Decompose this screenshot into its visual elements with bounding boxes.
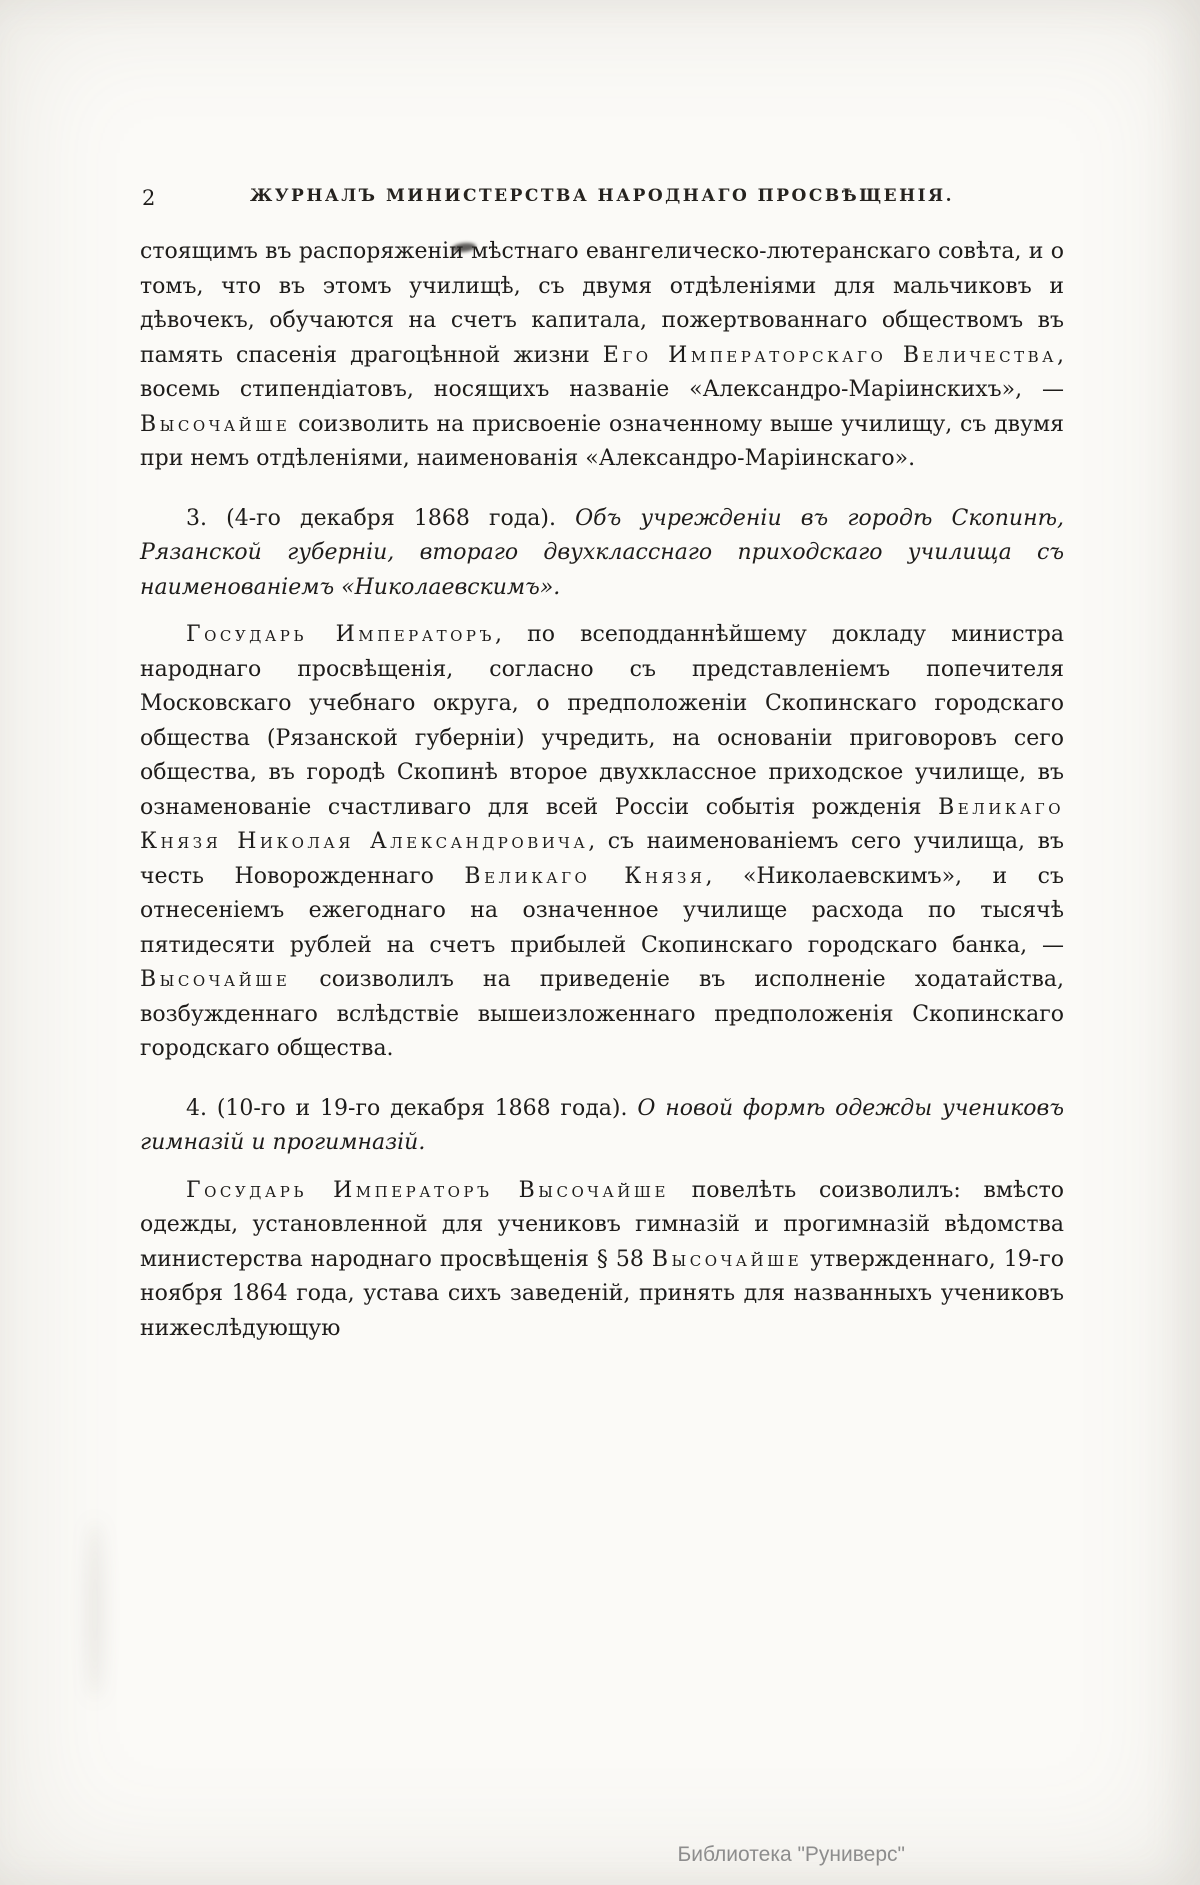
text-segment-italic: Объ учрежденіи въ городѣ Скопинѣ, Рязанской губерніи, втораго двухкласснаго приходскаго училища съ наименованіемъ «Николаевскимъ».: [140, 505, 1064, 600]
text-segment-normal: , «Николаевскимъ», и съ отнесеніемъ ежегоднаго на означенное училище расхода по тысячѣ пятидесяти рублей на счетъ прибылей Скопинскаго городскаго банка, —: [140, 863, 1064, 958]
text-segment-italic: О новой формѣ одежды учениковъ гимназій и прогимназій.: [140, 1095, 1065, 1155]
paragraph-section-3: [140, 618, 1064, 1067]
text-segment-normal: утвержденнаго, 19-го ноября 1864 года, устава сихъ заведеній, принять для названныхъ учениковъ нижеслѣдующую: [140, 1246, 1064, 1341]
text-column: [140, 186, 1064, 1346]
page-body: [140, 235, 1064, 1346]
text-segment-smallcaps: Государь Императоръ Высочайше: [186, 1177, 669, 1203]
text-segment-smallcaps: Высочайше: [651, 1246, 803, 1272]
library-watermark: Библиотека "Руниверс": [677, 1843, 905, 1866]
text-segment-normal: 4. (10-го и 19-го декабря 1868 года).: [186, 1095, 638, 1121]
section-heading-4: [140, 1092, 1064, 1161]
text-segment-normal: , съ наименованіемъ сего училища, въ честь Новорожденнаго: [140, 829, 1064, 889]
text-segment-smallcaps: Великаго Князя: [464, 863, 706, 889]
text-segment-smallcaps: Его Императорскаго Величества: [602, 342, 1057, 368]
paragraph-section-4: [140, 1174, 1064, 1347]
text-segment-normal: стоящимъ въ распоряженіи мѣстнаго евангелическо-лютеранскаго совѣта, и о томъ, что въ этомъ училищѣ, съ двумя отдѣленіями для мальчиковъ и дѣвочекъ, обучаются на счетъ капитала, пожертвованнаго обществомъ въ память спасенія драгоцѣнной жизни: [140, 239, 1064, 368]
page-header: [140, 186, 1064, 210]
text-segment-normal: , восемь стипендіатовъ, носящихъ названіе «Александро-Маріинскихъ», —: [140, 342, 1064, 402]
text-segment-normal: , по всеподданнѣйшему докладу министра народнаго просвѣщенія, согласно съ представленіемъ попечителя Московскаго учебнаго округа, о предположеніи Скопинскаго городскаго общества (Рязанской губерніи) учредить, на основаніи приговоровъ сего общества, въ городѣ Скопинѣ второе двухклассное приходское училище, въ ознаменованіе счастливаго для всей Россіи событія рожденія: [140, 622, 1064, 820]
page-number: 2: [142, 186, 156, 210]
text-segment-smallcaps: Великаго Князя Николая Александровича: [140, 794, 1064, 854]
text-segment-normal: соизволилъ на приведеніе въ исполненіе ходатайства, возбужденнаго вслѣдствіе вышеизложеннаго предположенія Скопинскаго городскаго общества.: [140, 967, 1064, 1061]
text-segment-normal: соизволить на присвоеніе означенному выше училищу, съ двумя при немъ отдѣленіями, наименованія «Александро-Маріинскаго».: [140, 411, 1064, 471]
text-segment-normal: повелѣть соизволилъ: вмѣсто одежды, установленной для учениковъ гимназій и прогимназій вѣдомства министерства народнаго просвѣщенія § 58: [140, 1177, 1064, 1272]
scan-edge-shadow: [88, 1520, 102, 1700]
text-segment-smallcaps: Высочайше: [140, 967, 291, 992]
journal-running-title: ЖУРНАЛЪ МИНИСТЕРСТВА НАРОДНАГО ПРОСВѢЩЕНІЯ.: [249, 186, 955, 206]
text-segment-smallcaps: Государь Императоръ: [186, 622, 495, 647]
text-segment-smallcaps: Высочайше: [140, 411, 291, 437]
text-segment-normal: 3. (4-го декабря 1868 года).: [186, 505, 576, 531]
section-heading-3: [140, 502, 1064, 606]
paragraph-continuation: [140, 235, 1064, 477]
